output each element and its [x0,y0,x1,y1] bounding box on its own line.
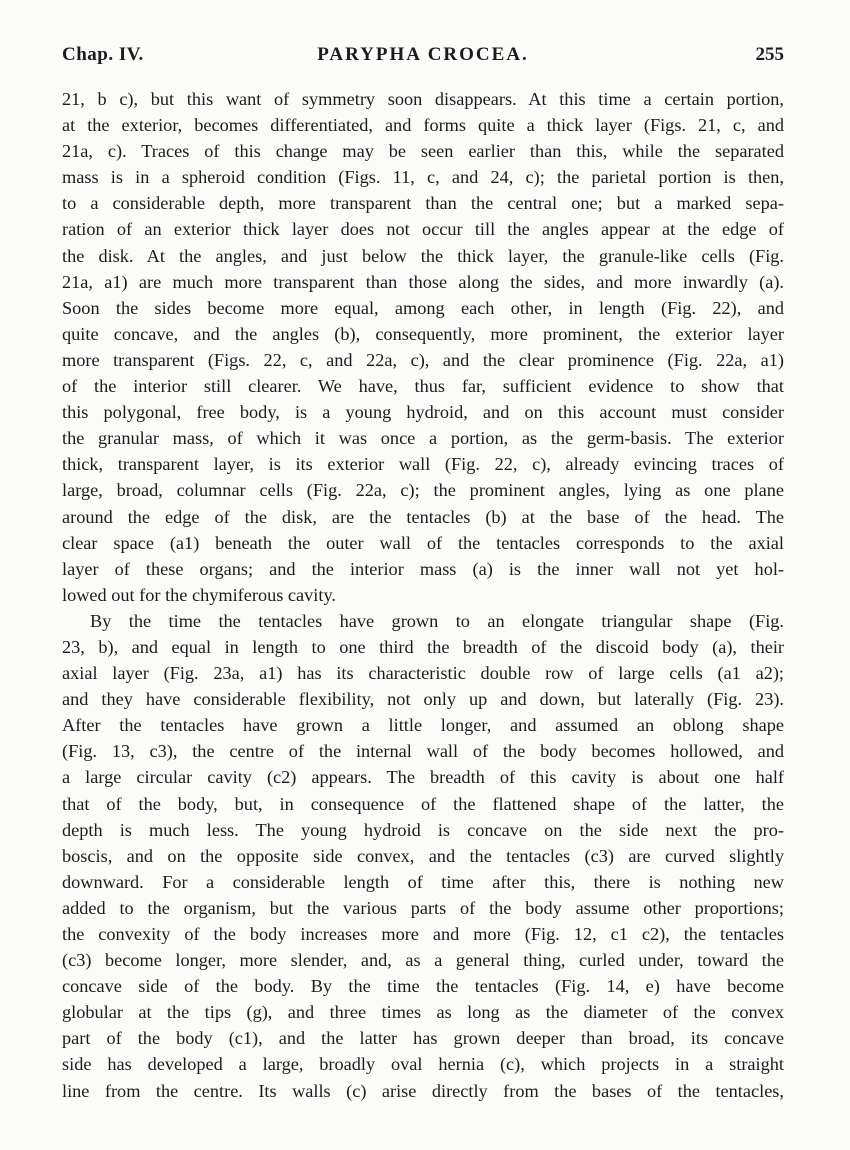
text-line: the convexity of the body increases more and more (Fig. 12, c1 c2), the tentacles [62,924,784,944]
text-line: (c3) become longer, more slender, and, as a general thing, curled under, toward the [62,950,784,971]
text-line: this polygonal, free body, is a young hydroid, and on this account must consider [62,402,784,423]
text-line: large, broad, columnar cells (Fig. 22a, c); the prominent angles, lying as one plane [62,480,784,501]
text-line: globular at the tips (g), and three times as long as the diameter of the convex [62,1002,784,1023]
text-line: mass is in a spheroid condition (Figs. 11, c, and 24, c); the parietal portion is then, [62,167,784,188]
text-line: 21a, a1) are much more transparent than those along the sides, and more inwardly (a). [62,271,784,292]
chapter-label: Chap. IV. [62,44,144,65]
text-line: depth is much less. The young hydroid is concave on the side next the pro- [62,819,784,840]
text-line: By the time the tentacles have grown to an elongate triangular shape (Fig. [90,610,784,631]
text-line: of the interior still clearer. We have, thus far, sufficient evidence to show that [62,376,784,397]
running-header [62,44,784,74]
text-line: and they have considerable flexibility, not only up and down, but laterally (Fig. 23). [62,689,784,710]
text-line: thick, transparent layer, is its exterior wall (Fig. 22, c), already evincing traces of [62,454,784,475]
text-line: clear space (a1) beneath the outer wall of the tentacles corresponds to the axial [62,532,784,553]
page-number: 255 [755,44,784,65]
text-line: axial layer (Fig. 23a, a1) has its characteristic double row of large cells (a1 a2); [62,663,784,684]
text-line: downward. For a considerable length of time after this, there is nothing new [62,871,784,892]
text-line: quite concave, and the angles (b), consequently, more prominent, the exterior layer [62,323,784,344]
text-line: line from the centre. Its walls (c) arise directly from the bases of the tentacles, [62,1080,784,1101]
text-line: around the edge of the disk, are the tentacles (b) at the base of the head. The [62,506,784,527]
text-line: 23, b), and equal in length to one third the breadth of the discoid body (a), their [62,636,784,657]
paragraph-1 [62,86,784,608]
text-line: more transparent (Figs. 22, c, and 22a, c), and the clear prominence (Fig. 22a, a1) [62,349,784,370]
text-line: the disk. At the angles, and just below the thick layer, the granule-like cells (Fig. [62,245,784,266]
text-line: concave side of the body. By the time the tentacles (Fig. 14, e) have become [62,976,784,997]
paragraph-2 [62,608,784,1104]
text-line: side has developed a large, broadly oval hernia (c), which projects in a straight [62,1054,784,1075]
text-line: added to the organism, but the various parts of the body assume other proportions; [62,897,784,918]
text-line: 21a, c). Traces of this change may be seen earlier than this, while the separated [62,141,784,162]
text-line: the granular mass, of which it was once a portion, as the germ-basis. The exterior [62,428,784,449]
running-title: PARYPHA CROCEA. [317,44,529,65]
text-line: part of the body (c1), and the latter has grown deeper than broad, its concave [62,1028,784,1049]
text-line: layer of these organs; and the interior mass (a) is the inner wall not yet hol- [62,558,784,579]
text-line: After the tentacles have grown a little longer, and assumed an oblong shape [62,715,784,736]
text-line: lowed out for the chymiferous cavity. [62,584,336,605]
text-line: 21, b c), but this want of symmetry soon disappears. At this time a certain portion, [62,89,784,109]
text-line: Soon the sides become more equal, among each other, in length (Fig. 22), and [62,297,784,318]
text-line: that of the body, but, in consequence of the flattened shape of the latter, the [62,793,784,814]
text-line: at the exterior, becomes differentiated, and forms quite a thick layer (Figs. 21, c, and [62,115,784,136]
text-line: boscis, and on the opposite side convex, and the tentacles (c3) are curved slightly [62,845,784,866]
text-line: (Fig. 13, c3), the centre of the internal wall of the body becomes hollowed, and [62,741,784,762]
body-text [62,86,784,1104]
text-line: a large circular cavity (c2) appears. The breadth of this cavity is about one half [62,767,784,788]
text-line: to a considerable depth, more transparent than the central one; but a marked sepa- [62,193,784,214]
text-line: ration of an exterior thick layer does not occur till the angles appear at the edge of [62,219,784,240]
